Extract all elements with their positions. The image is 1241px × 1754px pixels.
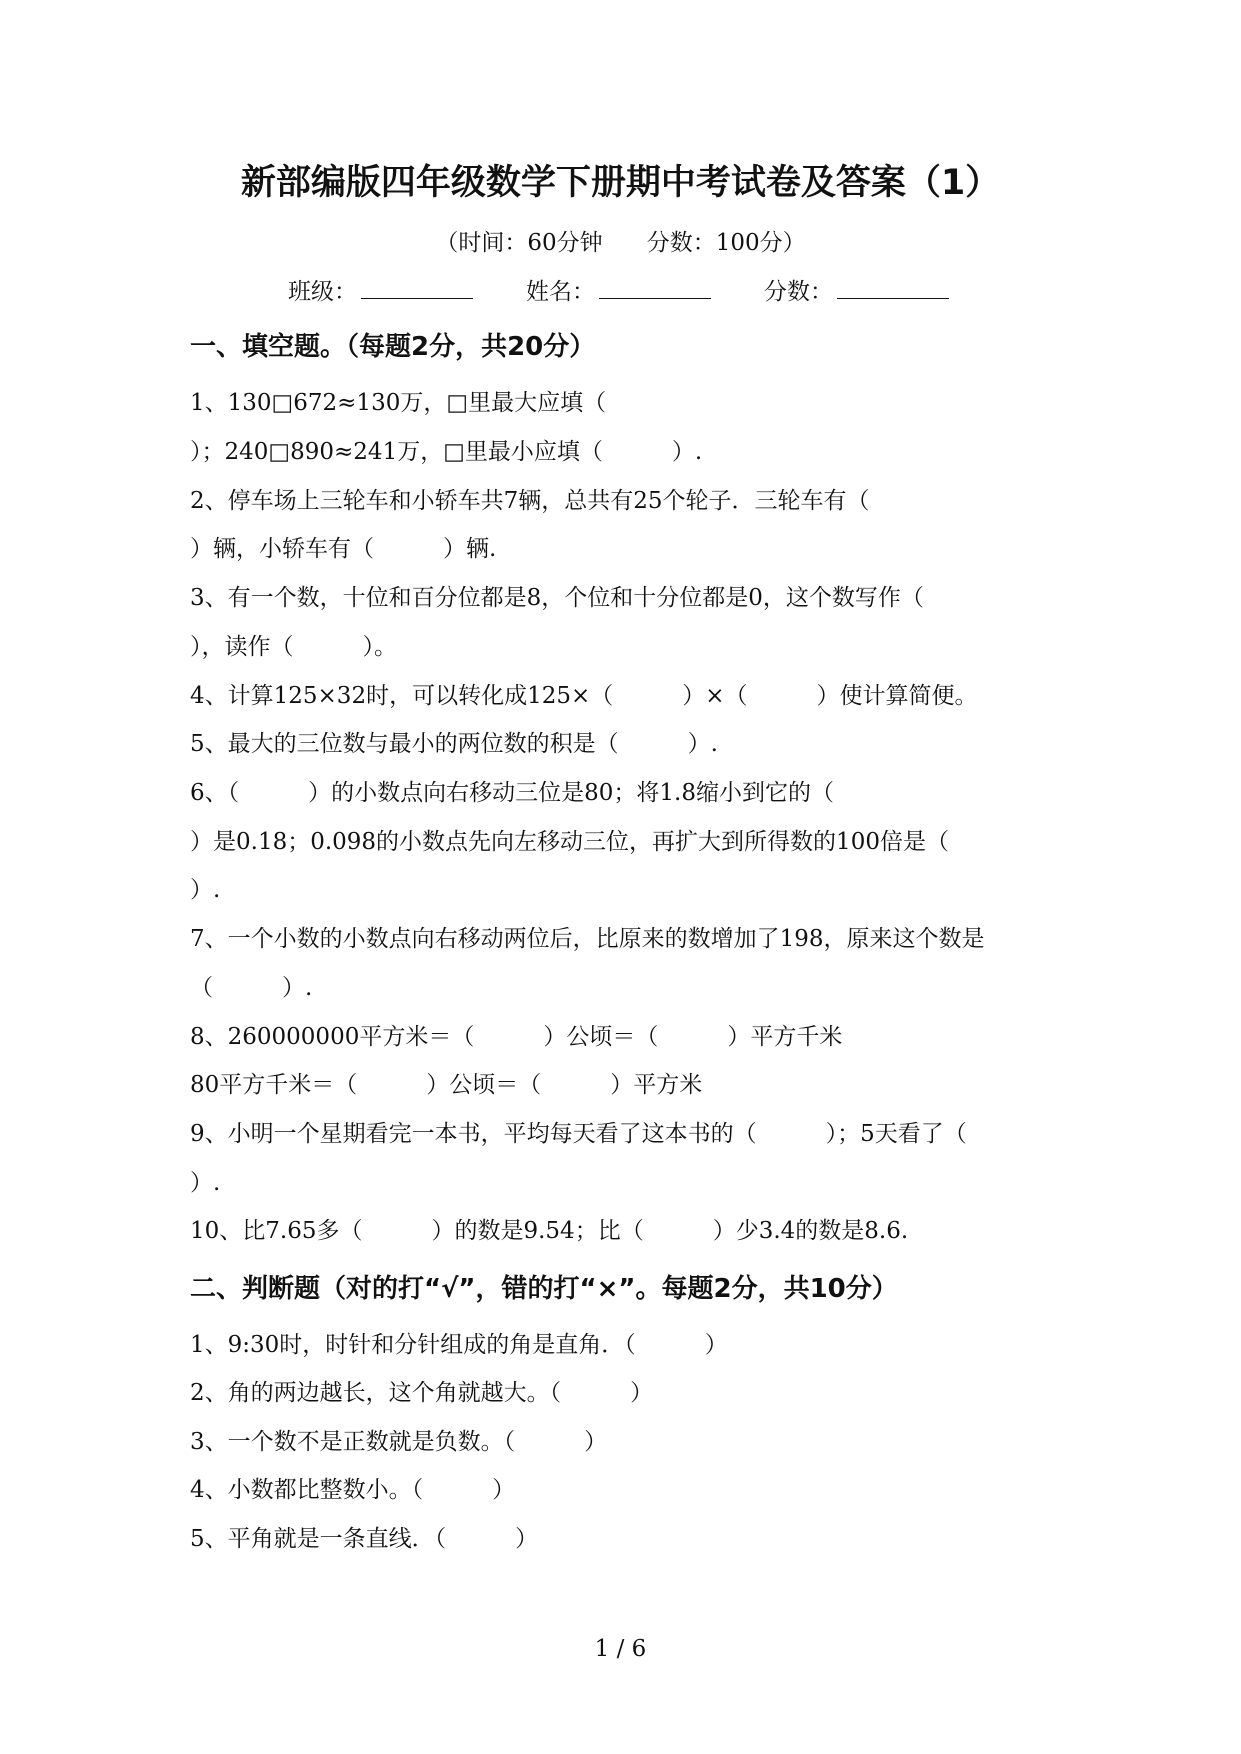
score-blank[interactable] [837,272,949,299]
exam-total-score: 分数：100分） [646,230,806,256]
question-line: ）辆，小轿车有（ ）辆. [190,536,497,562]
score-field [764,272,949,309]
exam-time: （时间：60分钟 [435,230,603,256]
class-field [288,272,473,309]
question-line: 3、一个数不是正数就是负数。（ ） [190,1429,608,1455]
score-label: 分数： [764,279,833,305]
name-blank[interactable] [599,272,711,299]
name-label: 姓名： [526,279,595,305]
question-line: 1、130□672≈130万，□里最大应填（ [190,390,607,416]
question-line: 7、一个小数的小数点向右移动两位后，比原来的数增加了198，原来这个数是 [190,926,985,952]
question-line: 4、计算125×32时，可以转化成125×（ ）×（ ）使计算简便。 [190,683,978,709]
question-line: 5、平角就是一条直线．（ ） [190,1526,539,1552]
question-line: 10、比7.65多（ ）的数是9.54；比（ ）少3.4的数是8.6. [190,1218,909,1244]
question-line: 6、（ ）的小数点向右移动三位是80；将1.8缩小到它的（ [190,780,834,806]
question-line: ）是0.18；0.098的小数点先向左移动三位，再扩大到所得数的100倍是（ [190,829,949,855]
page-number: 1 / 6 [594,1636,647,1662]
question-line: ）；240□890≈241万，□里最小应填（ ）. [190,439,703,465]
page-title: 新部编版四年级数学下册期中考试卷及答案（1） [240,163,1001,203]
question-line: 4、小数都比整数小。（ ） [190,1477,516,1503]
question-line: 9、小明一个星期看完一本书，平均每天看了这本书的（ ）；5天看了（ [190,1121,967,1147]
exam-meta [0,228,1241,258]
section2-heading: 二、判断题（对的打“√”，错的打“×”。每题2分，共10分） [190,1274,898,1304]
question-line: 2、角的两边越长，这个角就越大。（ ） [190,1380,654,1406]
class-blank[interactable] [361,272,473,299]
section1-heading: 一、填空题。（每题2分，共20分） [190,332,596,362]
question-line: 1、9:30时，时针和分针组成的角是直角．（ ） [190,1332,728,1358]
question-line: 5、最大的三位数与最小的两位数的积是（ ）. [190,731,718,757]
name-field [526,272,711,309]
question-line: 80平方千米＝（ ）公顷＝（ ）平方米 [190,1072,703,1098]
question-line: ）. [190,1170,221,1196]
question-line: ）. [190,877,221,903]
question-line: ），读作（ ）。 [190,634,397,660]
question-line: 8、260000000平方米＝（ ）公顷＝（ ）平方千米 [190,1024,843,1050]
class-label: 班级： [288,279,357,305]
question-line: （ ）. [190,975,313,1001]
question-line: 3、有一个数，十位和百分位都是8，个位和十分位都是0，这个数写作（ [190,585,924,611]
question-line: 2、停车场上三轮车和小轿车共7辆，总共有25个轮子．三轮车有（ [190,488,870,514]
